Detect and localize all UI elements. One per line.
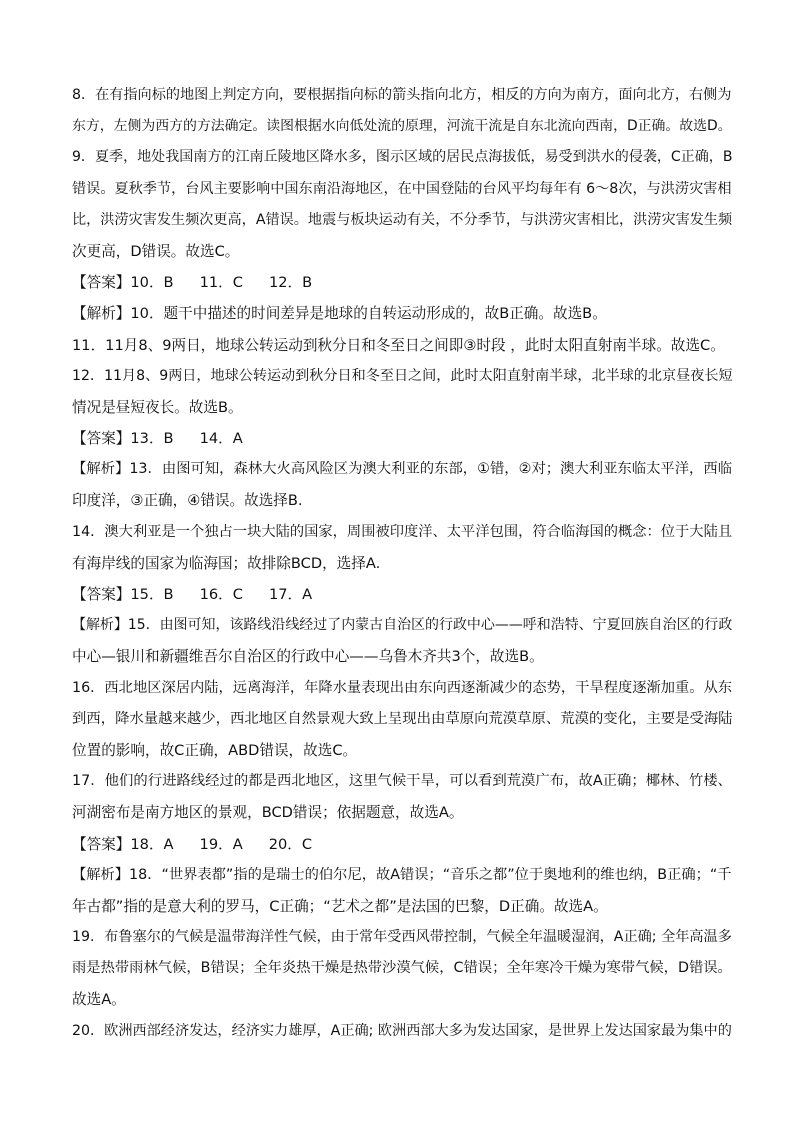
text-line: 19．布鲁塞尔的气候是温带海洋性气候，由于常年受西风带控制，气候全年温暖湿润，A正确; 全年高温多: [72, 929, 732, 946]
text-line: 14．澳大利亚是一个独占一块大陆的国家，周围被印度洋、太平洋包围，符合临海国的概念：位于大陆且: [72, 523, 733, 540]
answer-item: 13．B: [130, 430, 174, 448]
text-line: 错误。夏秋季节，台风主要影响中国东南沿海地区，在中国登陆的台风平均每年有 6～8次，与洪涝灾害相: [72, 180, 732, 197]
answer-item: 17．A: [268, 586, 313, 603]
text-line: 次更高，D错误。故选C。: [72, 242, 240, 260]
document-page: [72, 80, 732, 1047]
answer-line: [72, 267, 732, 298]
text-line: 故选A。: [72, 991, 126, 1009]
text-line: 有海岸线的国家为临海国；故排除BCD，选择A.: [72, 554, 381, 572]
answer-item: 10．B: [130, 274, 174, 292]
answer-label: 【答案】: [72, 430, 131, 448]
explanation-q15: [72, 610, 732, 672]
explanation-q19: [72, 922, 732, 1016]
text-line: 【解析】15．由图可知，该路线沿线经过了内蒙古自治区的行政中心——呼和浩特、宁夏回族自治区的行政: [72, 617, 733, 634]
text-line: 河湖密布是南方地区的景观，BCD错误；依据题意，故选A。: [72, 804, 464, 822]
answer-row-10-12: [72, 267, 732, 298]
answer-line: [72, 423, 732, 454]
answer-label: 【答案】: [72, 586, 131, 603]
answer-label: 【答案】: [72, 835, 131, 853]
text-line: 位置的影响，故C正确，ABD错误，故选C。: [72, 741, 358, 759]
explanation-q17: [72, 766, 732, 828]
text-line: 东方，左侧为西方的方法确定。读图根据水向低处流的原理，河流干流是自东北流向西南，D正确。故选D。: [72, 118, 732, 135]
explanation-q18: [72, 860, 732, 922]
answer-label: 【答案】: [72, 274, 131, 292]
answer-item: 18．A: [130, 835, 174, 853]
answer-item: 12．B: [268, 274, 313, 292]
explanation-q13: [72, 454, 732, 516]
answer-row-18-20: [72, 829, 732, 860]
answer-row-15-17: [72, 579, 732, 610]
text-line: 中心—银川和新疆维吾尔自治区的行政中心——乌鲁木齐共3个，故选B。: [72, 648, 544, 666]
answer-item: 19．A: [199, 835, 243, 853]
answer-item: 16．C: [199, 586, 243, 603]
explanation-q20: [72, 1016, 732, 1047]
text-line: 11．11月8、9两日，地球公转运动到秋分日和冬至日之间即③时段 ，此时太阳直射南半球。故选C。: [72, 336, 725, 354]
text-line: 12．11月8、9两日，地球公转运动到秋分日和冬至日之间，此时太阳直射南半球，北半球的北京昼夜长短: [72, 367, 733, 384]
explanation-q11: [72, 330, 732, 361]
answer-line: [72, 579, 732, 610]
text-line: 【解析】10．题干中描述的时间差异是地球的自转运动形成的，故B正确。故选B。: [72, 305, 607, 323]
explanation-q14: [72, 517, 732, 579]
text-line: 16．西北地区深居内陆，远离海洋，年降水量表现出由东向西逐渐减少的态势，干旱程度逐渐加重。从东: [72, 679, 733, 696]
text-line: 雨是热带雨林气候，B错误；全年炎热干燥是热带沙漠气候，C错误；全年寒冷干燥为寒带气候，D错误。: [72, 960, 732, 977]
text-line: 比，洪涝灾害发生频次更高，A错误。地震与板块运动有关，不分季节，与洪涝灾害相比，洪涝灾害发生频: [72, 211, 733, 228]
explanation-q16: [72, 673, 732, 767]
answer-item: 11．C: [199, 274, 243, 292]
text-line: 17．他们的行进路线经过的都是西北地区，这里气候干旱，可以看到荒漠广布，故A正确；椰林、竹楼、: [72, 773, 732, 790]
answer-line: [72, 829, 732, 860]
text-line: 到西，降水量越来越少，西北地区自然景观大致上呈现出由草原向荒漠草原、荒漠的变化，主要是受海陆: [72, 710, 733, 727]
explanation-q12: [72, 361, 732, 423]
text-line: 情况是昼短夜长。故选B。: [72, 398, 243, 416]
text-line: 印度洋，③正确，④错误。故选择B.: [72, 492, 303, 510]
text-line: 【解析】13．由图可知，森林大火高风险区为澳大利亚的东部，①错，②对；澳大利亚东临太平洋，西临: [72, 461, 733, 478]
text-line: 【解析】18．“世界表都”指的是瑞士的伯尔尼，故A错误；“音乐之都”位于奥地利的维也纳，B正确；“千: [72, 866, 732, 883]
answer-item: 20．C: [268, 835, 313, 853]
text-line: 年古都”指的是意大利的罗马，C正确；“艺术之都”是法国的巴黎，D正确。故选A。: [72, 897, 608, 915]
text-line: 9．夏季，地处我国南方的江南丘陵地区降水多，图示区域的居民点海拔低，易受到洪水的侵袭，C正确，B: [72, 149, 733, 166]
explanation-q8: [72, 80, 732, 142]
text-line: 8．在有指向标的地图上判定方向，要根据指向标的箭头指向北方，相反的方向为南方，面向北方，右侧为: [72, 87, 732, 103]
answer-item: 15．B: [130, 586, 174, 603]
text-line: 20．欧洲西部经济发达，经济实力雄厚，A正确; 欧洲西部大多为发达国家，是世界上发达国家最为集中的: [72, 1022, 732, 1039]
explanation-q10: [72, 298, 732, 329]
explanation-q9: [72, 142, 732, 267]
answer-row-13-14: [72, 423, 732, 454]
answer-item: 14．A: [199, 430, 243, 448]
